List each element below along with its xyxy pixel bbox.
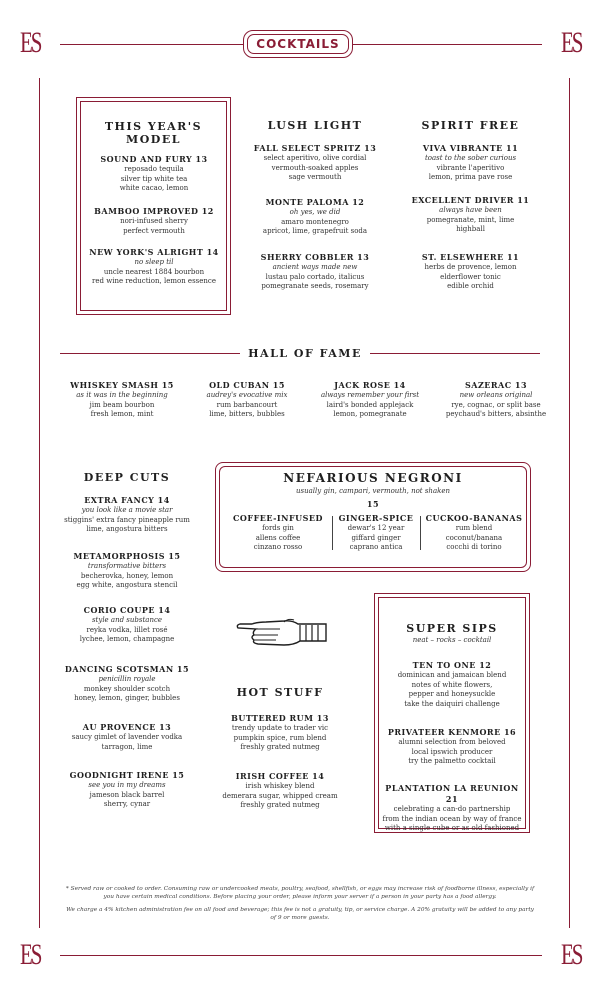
lush-light-title: LUSH LIGHT [267,119,363,132]
menu-item-plantation-la-reunion: PLANTATION LA REUNION 21 celebrating a can-do partnership from the indian ocean by way of france with a single cube or as old fashioned [382,783,522,832]
menu-item-extra-fancy: EXTRA FANCY 14 you look like a movie star stiggins' extra fancy pineapple rum lime, angostura bitters [64,495,190,533]
menu-item-old-cuban: OLD CUBAN 15 audrey's evocative mix rum barbancourt lime, bitters, bubbles [206,380,288,418]
pointing-hand-icon [236,614,328,650]
menu-item-privateer-kenmore: PRIVATEER KENMORE 16 alumni selection from beloved local ipswich producer try the palmetto cocktail [387,727,517,765]
menu-item-sound-and-fury: SOUND AND FURY 13 reposado tequila silver tip white tea white cacao, lemon [100,154,208,192]
spirit-free-title: SPIRIT FREE [421,119,520,132]
negroni-ginger-spice: GINGER-SPICE dewar's 12 year giffard ginger caprano antica [338,513,414,551]
menu-item-whiskey-smash: WHISKEY SMASH 15 as it was in the beginning jim beam bourbon fresh lemon, mint [70,380,174,418]
footer-rule [60,955,542,956]
hall-of-fame-rule-left [60,353,240,354]
super-sips-subtitle: neat – rocks – cocktail [412,636,492,644]
menu-item-corio-coupe: CORIO COUPE 14 style and substance reyka vodka, lillet rosé lychee, lemon, champagne [79,605,175,643]
brand-monogram-top-left: ES [20,26,41,59]
menu-item-viva-vibrante: VIVA VIBRANTE 11 toast to the sober curious vibrante l'aperitivo lemon, prima pave rose [422,143,519,181]
menu-item-st-elsewhere: ST. ELSEWHERE 11 herbs de provence, lemon elderflower tonic edible orchid [421,252,520,290]
menu-item-dancing-scotsman: DANCING SCOTSMAN 15 penicillin royale monkey shoulder scotch honey, lemon, ginger, bubbles [64,664,190,702]
menu-item-irish-coffee: IRISH COFFEE 14 irish whiskey blend demerara sugar, whipped cream freshly grated nutmeg [222,771,338,809]
menu-item-buttered-rum: BUTTERED RUM 13 trendy update to trader vic pumpkin spice, rum blend freshly grated nutmeg [231,713,329,751]
negroni-cuckoo-bananas: CUCKOO-BANANAS rum blend coconut/banana cocchi di torino [425,513,523,551]
menu-item-bamboo-improved: BAMBOO IMPROVED 12 nori-infused sherry perfect vermouth [94,206,214,235]
hall-of-fame-title: HALL OF FAME [248,347,362,360]
left-border-line [39,78,40,928]
menu-title: COCKTAILS [256,37,340,51]
brand-monogram-bottom-left: ES [20,938,41,971]
negroni-divider-1 [332,516,333,550]
menu-item-sherry-cobbler: SHERRY COBBLER 13 ancient ways made new lustau palo cortado, italicus pomegranate seeds, rosemary [260,252,370,290]
menu-title-badge [243,30,353,58]
footer-fee-notice: We charge a 4% kitchen administration fee on all food and beverage; this fee is not a gratuity, tip, or service charge. A 20% gratuity will be added to any party of 9 or more guests. [66,907,534,921]
menu-item-sazerac: SAZERAC 13 new orleans original rye, cognac, or split base peychaud's bitters, absinthe [445,380,547,418]
hot-stuff-title: HOT STUFF [236,686,324,699]
footer-health-notice: * Served raw or cooked to order. Consuming raw or undercooked meats, poultry, seafood, shellfish, or eggs may increase risk of foodborne illness, especially if you have certain medical conditions. Before placing your order, please inform your server if a person in your party has a food allergy. [65,886,535,900]
menu-item-au-provence: AU PROVENCE 13 saucy gimlet of lavender vodka tarragon, lime [71,722,183,751]
menu-item-new-yorks-alright: NEW YORK'S ALRIGHT 14 no sleep til uncle nearest 1884 bourbon red wine reduction, lemon essence [89,247,219,285]
nefarious-negroni-subtitle: usually gin, campari, vermouth, not shaken [295,487,451,495]
brand-monogram-top-right: ES [561,26,582,59]
negroni-divider-2 [420,516,421,550]
menu-item-excellent-driver: EXCELLENT DRIVER 11 always have been pomegranate, mint, lime highball [411,195,530,233]
nefarious-negroni-title: NEFARIOUS NEGRONI [283,471,463,485]
hall-of-fame-rule-right [370,353,540,354]
menu-item-goodnight-irene: GOODNIGHT IRENE 15 see you in my dreams jameson black barrel sherry, cynar [69,770,185,808]
menu-item-monte-paloma: MONTE PALOMA 12 oh yes, we did amaro montenegro apricot, lime, grapefruit soda [262,197,368,235]
menu-item-metamorphosis: METAMORPHOSIS 15 transformative bitters becherovka, honey, lemon egg white, angostura stencil [73,551,181,589]
deep-cuts-title: DEEP CUTS [83,471,171,484]
header-rule-left [60,44,243,45]
nefarious-negroni-price: 15 [366,499,380,509]
menu-item-jack-rose: JACK ROSE 14 always remember your first laird's bonded applejack lemon, pomegranate [320,380,420,418]
this-years-model-title: THIS YEAR'S MODEL [104,120,203,146]
menu-item-fall-select-spritz: FALL SELECT SPRITZ 13 select aperitivo, olive cordial vermouth-soaked apples sage vermouth [253,143,377,181]
header-rule-right [353,44,542,45]
right-border-line [569,78,570,928]
menu-item-ten-to-one: TEN TO ONE 12 dominican and jamaican blend notes of white flowers, pepper and honeysuckle take the daiquiri challenge [397,660,507,708]
brand-monogram-bottom-right: ES [561,938,582,971]
super-sips-title: SUPER SIPS [406,622,498,635]
negroni-coffee-infused: COFFEE-INFUSED fords gin allens coffee cinzano rosso [233,513,323,551]
